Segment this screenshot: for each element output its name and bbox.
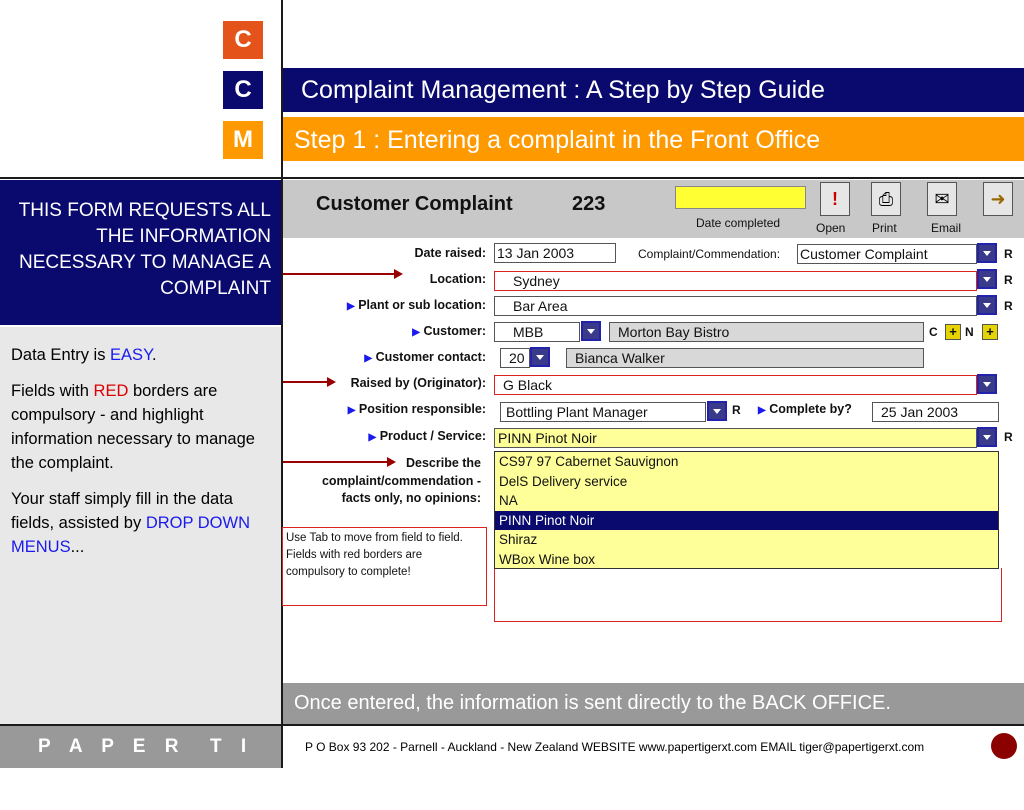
complete-by-label: ▶ Complete by? bbox=[758, 402, 852, 416]
product-options-list[interactable] bbox=[494, 451, 999, 569]
easy-paragraph: Data Entry is EASY. bbox=[11, 346, 157, 364]
contact-number-field[interactable]: 20 bbox=[500, 348, 530, 368]
form-header bbox=[283, 180, 1024, 238]
bullet-icon: ▶ bbox=[758, 405, 766, 416]
location-dropdown[interactable] bbox=[977, 269, 997, 289]
required-mark: R bbox=[1004, 247, 1013, 261]
left-heading: THIS FORM REQUESTS ALL THE INFORMATION NECESSARY TO MANAGE A COMPLAINT bbox=[0, 180, 281, 325]
position-dropdown[interactable] bbox=[707, 401, 727, 421]
bullet-icon: ▶ bbox=[364, 353, 373, 364]
plant-dropdown[interactable] bbox=[977, 295, 997, 315]
logo-letter-c1: C bbox=[223, 21, 263, 59]
position-label: ▶ Position responsible: bbox=[347, 402, 486, 416]
date-raised-field[interactable]: 13 Jan 2003 bbox=[494, 243, 616, 263]
contact-name-field[interactable]: Bianca Walker bbox=[566, 348, 924, 368]
plant-field[interactable]: Bar Area bbox=[494, 296, 977, 316]
describe-textarea[interactable] bbox=[494, 568, 1002, 622]
logo-letter-c2: C bbox=[223, 71, 263, 109]
list-item[interactable]: Shiraz bbox=[499, 532, 538, 547]
left-description bbox=[0, 327, 281, 724]
contact-dropdown[interactable] bbox=[530, 347, 550, 367]
complete-by-field[interactable]: 25 Jan 2003 bbox=[872, 402, 999, 422]
customer-name-field[interactable]: Morton Bay Bistro bbox=[609, 322, 924, 342]
red-paragraph: Fields with RED borders are compulsory - and highlight information necessary to manage the complaint. bbox=[11, 382, 255, 472]
contact-info: P O Box 93 202 - Parnell - Auckland - New Zealand WEBSITE www.papertigerxt.com EMAIL tiger@papertigerxt.com bbox=[283, 726, 1024, 768]
bullet-icon: ▶ bbox=[412, 327, 420, 338]
required-mark: R bbox=[1004, 299, 1013, 313]
bullet-icon: ▶ bbox=[368, 432, 377, 443]
raised-by-dropdown[interactable] bbox=[977, 374, 997, 394]
list-item[interactable]: WBox Wine box bbox=[499, 551, 596, 567]
exit-button[interactable] bbox=[983, 182, 1013, 216]
raised-by-arrow bbox=[283, 381, 328, 383]
customer-code-field[interactable]: MBB bbox=[494, 322, 580, 342]
required-mark: R bbox=[732, 403, 741, 417]
envelope-icon: ✉ bbox=[934, 189, 950, 209]
raised-by-field[interactable]: G Black bbox=[494, 375, 977, 395]
raised-by-label: Raised by (Originator): bbox=[350, 376, 486, 390]
plant-label: ▶ Plant or sub location: bbox=[347, 298, 486, 312]
complaint-number: 223 bbox=[572, 193, 606, 215]
divider bbox=[0, 177, 1024, 179]
complaint-type-dropdown[interactable] bbox=[977, 243, 997, 263]
complaint-type-field[interactable]: Customer Complaint bbox=[797, 244, 977, 264]
location-label: Location: bbox=[429, 272, 486, 286]
date-completed-label: Date completed bbox=[696, 216, 781, 230]
customer-contact-label: ▶ Customer contact: bbox=[364, 350, 486, 364]
location-field[interactable]: Sydney bbox=[494, 271, 977, 291]
product-label: ▶ Product / Service: bbox=[368, 429, 486, 443]
logo-circle-icon bbox=[991, 733, 1017, 759]
complaint-commendation-label: Complaint/Commendation: bbox=[638, 247, 781, 261]
dropdown-paragraph: Your staff simply fill in the data fields, assisted by DROP DOWN MENUS... bbox=[11, 490, 251, 556]
form-title: Customer Complaint bbox=[316, 193, 513, 215]
list-item-selected[interactable]: PINN Pinot Noir bbox=[495, 511, 998, 531]
open-label: Open bbox=[816, 221, 846, 235]
page-title: Complaint Management : A Step by Step Guide bbox=[283, 68, 1024, 112]
c-mark: C bbox=[929, 325, 938, 339]
product-field[interactable]: PINN Pinot Noir bbox=[494, 428, 977, 448]
customer-code-dropdown[interactable] bbox=[581, 321, 601, 341]
print-label: Print bbox=[872, 221, 897, 235]
plus-icon[interactable]: + bbox=[982, 324, 998, 340]
alert-icon: ! bbox=[832, 189, 838, 209]
email-button[interactable] bbox=[927, 182, 957, 216]
tab-hint-note: Use Tab to move from field to field. Fields with red borders are compulsory to complete! bbox=[282, 527, 487, 606]
n-mark: N bbox=[965, 325, 974, 339]
list-item[interactable]: NA bbox=[499, 493, 518, 508]
customer-label: ▶ Customer: bbox=[412, 324, 486, 338]
required-mark: R bbox=[1004, 430, 1013, 444]
plus-icon[interactable]: + bbox=[945, 324, 961, 340]
open-button[interactable] bbox=[820, 182, 850, 216]
required-mark: R bbox=[1004, 273, 1013, 287]
email-label: Email bbox=[931, 221, 962, 235]
logo-letter-m: M bbox=[223, 121, 263, 159]
describe-label-3: facts only, no opinions: bbox=[341, 491, 481, 505]
list-item[interactable]: DelS Delivery service bbox=[499, 473, 628, 489]
bullet-icon: ▶ bbox=[347, 301, 355, 312]
back-office-banner: Once entered, the information is sent directly to the BACK OFFICE. bbox=[283, 683, 1024, 724]
date-completed-field[interactable] bbox=[675, 186, 806, 209]
bullet-icon: ▶ bbox=[347, 405, 356, 416]
describe-arrow bbox=[283, 461, 388, 463]
exit-door-icon: ➜ bbox=[990, 189, 1006, 209]
date-raised-label: Date raised: bbox=[414, 246, 486, 260]
printer-icon: ⎙ bbox=[878, 189, 894, 209]
product-dropdown[interactable] bbox=[977, 427, 997, 447]
describe-label-1: Describe the bbox=[405, 456, 481, 470]
step-title: Step 1 : Entering a complaint in the Front Office bbox=[283, 117, 1024, 161]
list-item[interactable]: CS97 97 Cabernet Sauvignon bbox=[499, 454, 679, 469]
brand-name: P A P E R T I G E R bbox=[0, 726, 281, 768]
position-field[interactable]: Bottling Plant Manager bbox=[500, 402, 706, 422]
print-button[interactable] bbox=[871, 182, 901, 216]
describe-label-2: complaint/commendation - bbox=[321, 474, 481, 488]
location-arrow bbox=[283, 273, 395, 275]
